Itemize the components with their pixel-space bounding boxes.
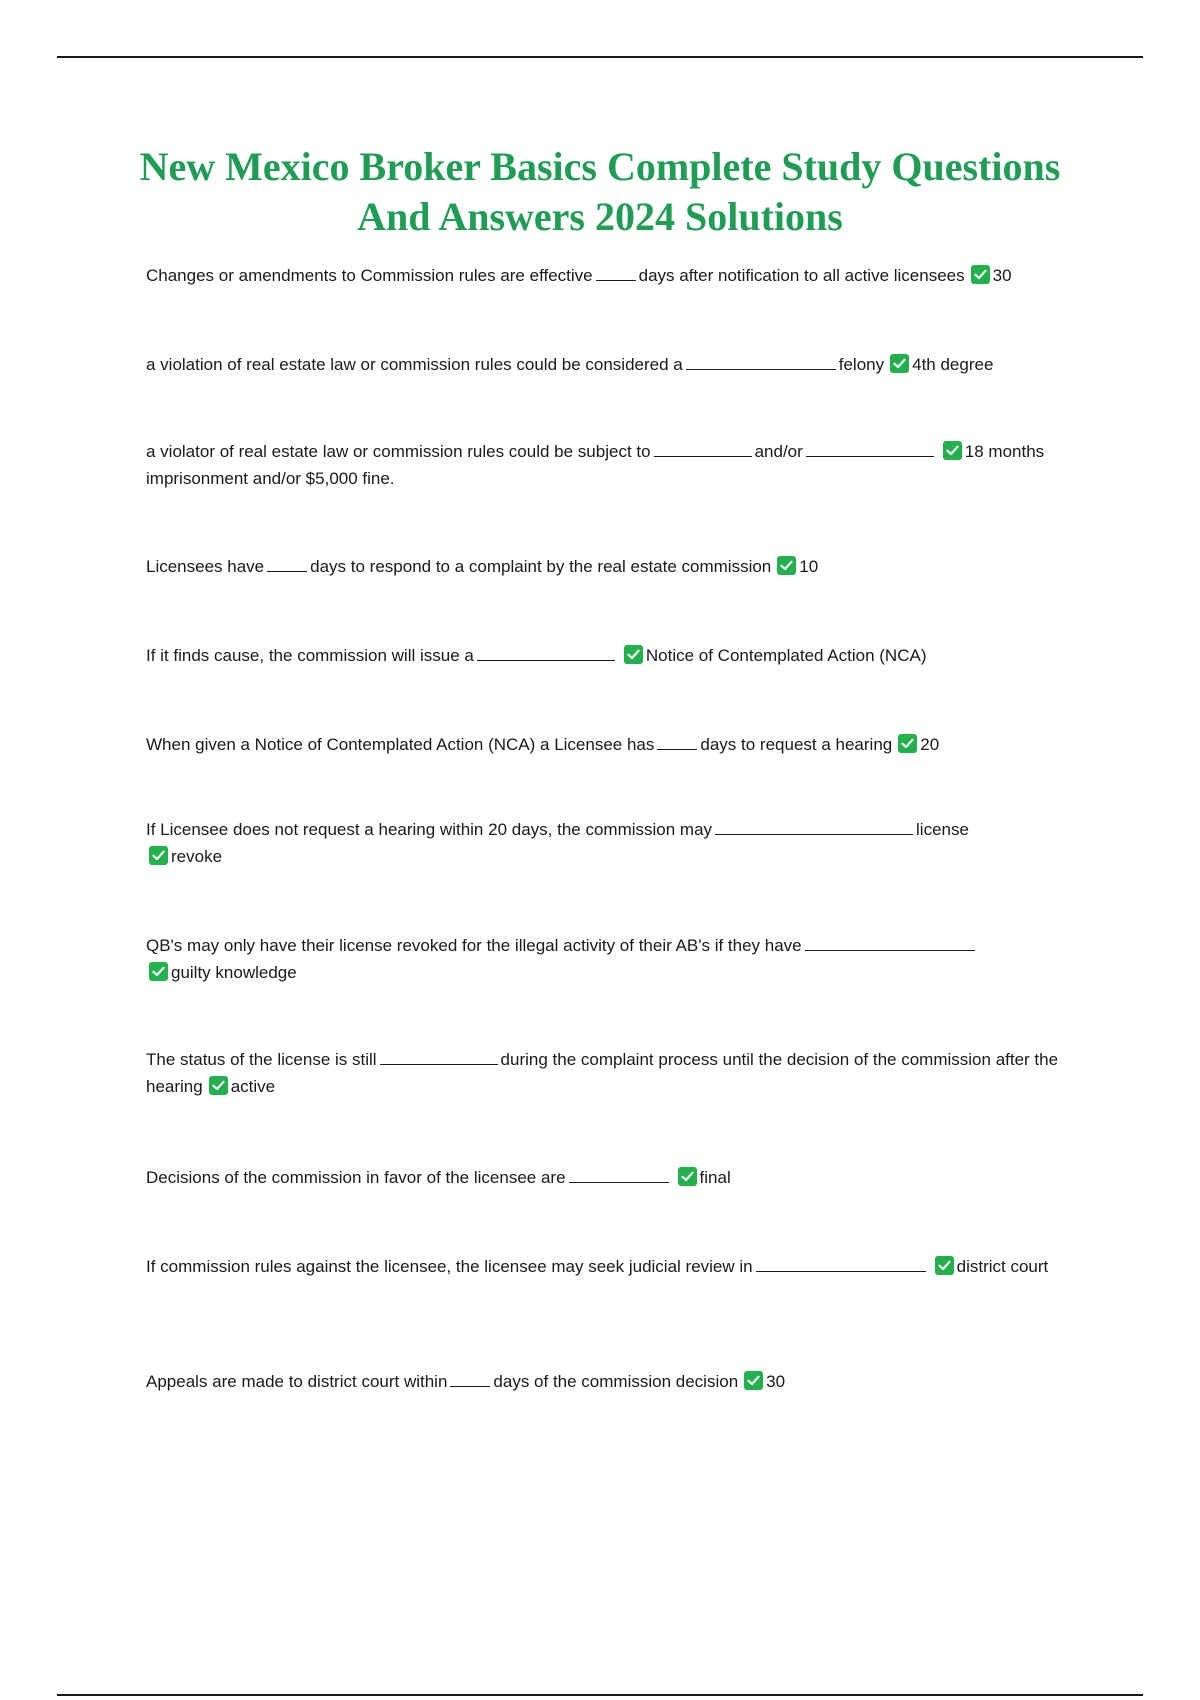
qa-item [146,553,1086,580]
answer-text: 4th degree [912,355,994,374]
checkmark-icon [943,441,962,460]
qa-item [146,731,1086,758]
answer-blank [654,441,752,457]
question-text: and/or [754,442,803,461]
answer-text: revoke [171,847,223,866]
checkmark-icon [209,1076,228,1095]
qa-item [146,932,1086,986]
answer-text: guilty knowledge [171,963,297,982]
answer-blank [569,1167,669,1183]
question-text: a violator of real estate law or commission rules could be subject to [146,442,651,461]
qa-item [146,1253,1086,1280]
checkmark-icon [890,354,909,373]
answer-text: 30 [766,1372,786,1391]
checkmark-icon [678,1167,697,1186]
qa-item [146,642,1086,669]
top-rule [57,56,1143,58]
checkmark-icon [149,962,168,981]
answer-blank [596,265,636,281]
question-text: If it finds cause, the commission will issue a [146,646,474,665]
qa-item [146,1368,1086,1395]
checkmark-icon [898,734,917,753]
qa-item [146,1164,1086,1191]
answer-blank [715,819,913,835]
answer-text: 18 months imprisonment and/or $5,000 fine. [146,442,1045,488]
answer-blank [806,441,934,457]
answer-blank [477,645,615,661]
checkmark-icon [149,846,168,865]
answer-blank [657,734,697,750]
answer-text: Notice of Contemplated Action (NCA) [645,646,927,665]
question-text: Decisions of the commission in favor of the licensee are [146,1168,566,1187]
answer-blank [380,1049,498,1065]
question-text: Licensees have [146,557,265,576]
answer-blank [805,935,975,951]
qa-item [146,438,1086,492]
qa-item [146,262,1086,289]
question-text: The status of the license is still [146,1050,377,1069]
answer-text: final [699,1168,731,1187]
checkmark-icon [624,645,643,664]
question-text: felony [838,355,885,374]
answer-text: district court [956,1257,1049,1276]
question-text: Appeals are made to district court within [146,1372,448,1391]
question-text: If commission rules against the licensee, the licensee may seek judicial review in [146,1257,753,1276]
question-text: days to respond to a complaint by the real estate commission [310,557,772,576]
title-line-1: New Mexico Broker Basics Complete Study Questions [139,144,1061,189]
checkmark-icon [971,265,990,284]
answer-blank [450,1371,490,1387]
answer-blank [686,354,836,370]
question-text: days to request a hearing [700,735,893,754]
question-text: QB's may only have their license revoked for the illegal activity of their AB's if they have [146,936,802,955]
qa-item [146,351,1086,378]
answer-text: 10 [799,557,819,576]
question-text: license [916,820,969,839]
bottom-rule [57,1694,1143,1696]
document-title [100,142,1100,242]
checkmark-icon [744,1371,763,1390]
answer-text: 30 [992,266,1012,285]
question-text: When given a Notice of Contemplated Action (NCA) a Licensee has [146,735,655,754]
qa-item [146,816,1086,870]
question-text: during the complaint process until the decision of the commission after the hearing [146,1050,1059,1096]
answer-blank [756,1256,926,1272]
question-text: Changes or amendments to Commission rules are effective [146,266,593,285]
question-text: days of the commission decision [493,1372,739,1391]
answer-blank [267,556,307,572]
title-line-2: And Answers 2024 Solutions [357,194,843,239]
qa-item [146,1046,1086,1100]
checkmark-icon [777,556,796,575]
question-text: If Licensee does not request a hearing within 20 days, the commission may [146,820,713,839]
question-text: days after notification to all active licensees [638,266,965,285]
answer-text: 20 [920,735,940,754]
question-text: a violation of real estate law or commission rules could be considered a [146,355,683,374]
answer-text: active [230,1077,276,1096]
checkmark-icon [935,1256,954,1275]
